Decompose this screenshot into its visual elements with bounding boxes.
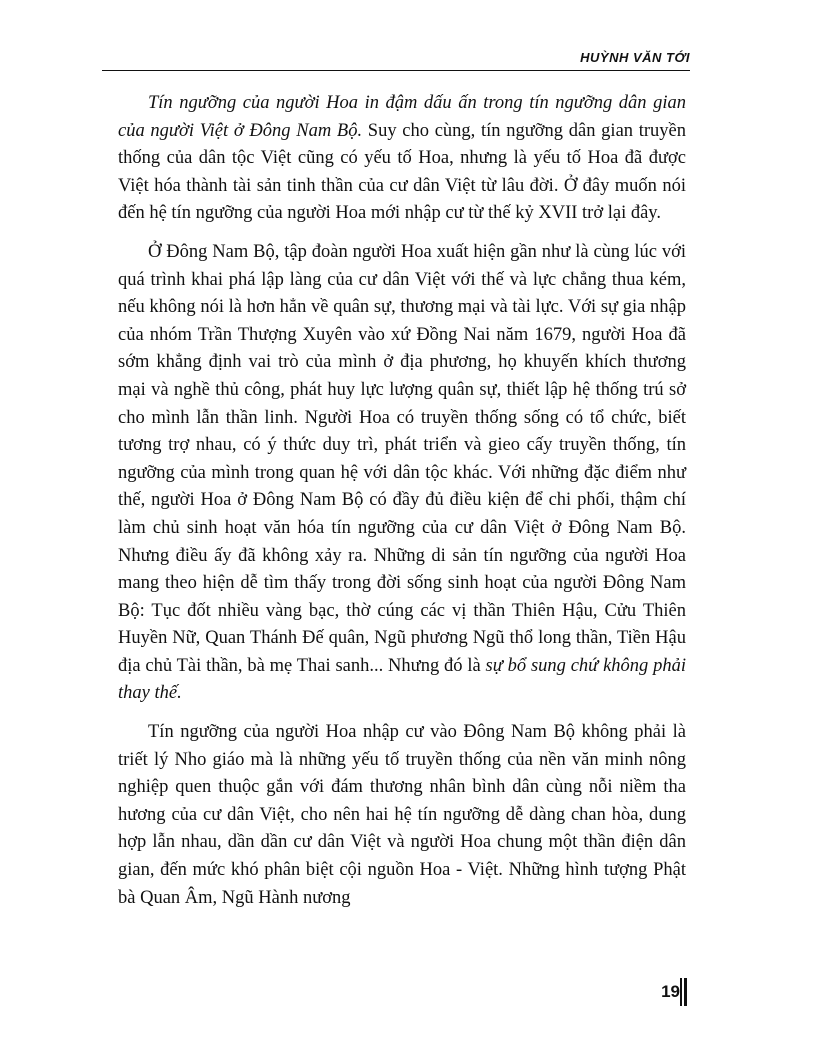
page-number-bar-thick	[684, 978, 687, 1006]
paragraph-1-text: Suy cho cùng, tín ngưỡng dân gian truyền thống của dân tộc Việt cũng có yếu tố Hoa, nhưng là yếu tố Hoa đã được Việt hóa thành tài sản tinh thần của cư dân Việt từ lâu đời. Ở đây muốn nói đến hệ tín ngưỡng của người Hoa mới nhập cư từ thế kỷ XVII trở lại đây.	[118, 120, 687, 224]
paragraph-2-italic-tail: sự bổ sung chứ không phải thay thế.	[118, 655, 686, 704]
paragraph-2-text: Ở Đông Nam Bộ, tập đoàn người Hoa xuất hiện gần như là cùng lúc với quá trình khai phá lập làng của cư dân Việt với thế và lực chẳng thua kém, nếu không nói là hơn hẳn về quân sự, thương mại và tài lực. Với sự gia nhập của nhóm Trần Thượng Xuyên vào xứ Đồng Nai năm 1679, người Hoa đã sớm khẳng định vai trò của mình ở địa phương, họ khuyến khích thương mại và nghề thủ công, phát huy lực lượng quân sự, thiết lập hệ thống trú sở cho mình lẫn thần linh. Người Hoa có truyền thống sống có tổ chức, biết tương trợ nhau, có ý thức duy trì, phát triển và gieo cấy truyền thống, tín ngưỡng của mình trong quan hệ với dân tộc khác. Với những đặc điểm như thế, người Hoa ở Đông Nam Bộ có đầy đủ điều kiện để chi phối, thậm chí làm chủ sinh hoạt văn hóa tín ngưỡng của cư dân Việt ở Đông Nam Bộ. Nhưng điều ấy đã không xảy ra. Những di sản tín ngưỡng của người Hoa mang theo hiện dễ tìm thấy trong đời sống sinh hoạt của người Đông Nam Bộ: Tục đốt nhiều vàng bạc, thờ cúng các vị thần Thiên Hậu, Cửu Thiên Huyền Nữ, Quan Thánh Đế quân, Ngũ phương Ngũ thổ long thần, Tiền Hậu địa chủ Tài thần, bà mẹ Thai sanh... Nhưng đó là	[118, 241, 686, 676]
page-body	[118, 90, 686, 923]
running-header	[102, 48, 690, 71]
page-number-bar	[680, 978, 682, 1006]
header-author: HUỲNH VĂN TỚI	[580, 50, 690, 65]
paragraph-1-italic-lead: Tín ngưỡng của người Hoa in đậm dấu ấn trong tín ngưỡng dân gian của người Việt ở Đông Nam Bộ.	[118, 93, 686, 141]
paragraph-1	[118, 90, 686, 228]
page-number: 19	[661, 982, 680, 1001]
paragraph-2	[118, 239, 686, 708]
paragraph-3-text: Tín ngưỡng của người Hoa nhập cư vào Đông Nam Bộ không phải là triết lý Nho giáo mà là những yếu tố truyền thống của nền văn minh nông nghiệp quen thuộc gắn với đám thương nhân bình dân cùng nỗi niềm tha hương của cư dân Việt, cho nên hai hệ tín ngưỡng dễ dàng chan hòa, dung hợp lẫn nhau, dần dần cư dân Việt và người Hoa chung một thần điện dân gian, đến mức khó phân biệt cội nguồn Hoa - Việt. Những hình tượng Phật bà Quan Âm, Ngũ Hành nương	[118, 722, 686, 908]
paragraph-3	[118, 719, 686, 912]
